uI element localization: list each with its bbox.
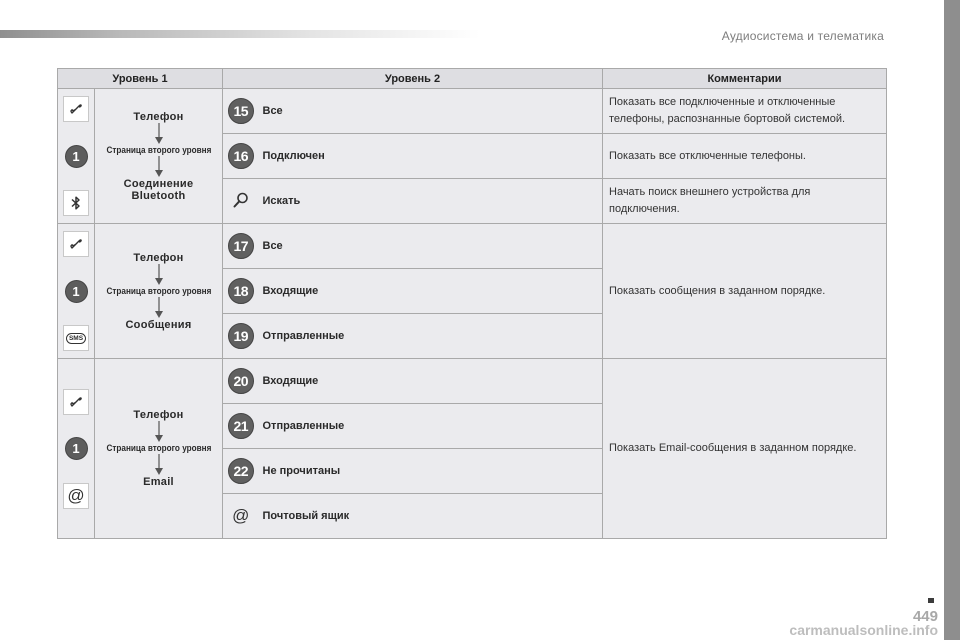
- option-label: Входящие: [259, 269, 603, 314]
- watermark: carmanualsonline.info: [789, 622, 938, 638]
- arrow-down-icon: [154, 123, 164, 145]
- option-label: Все: [259, 89, 603, 134]
- option-label: Почтовый ящик: [259, 494, 603, 539]
- table-header-row: [58, 69, 887, 89]
- option-icon-cell: [223, 494, 259, 539]
- side-strip: [944, 0, 960, 640]
- menu-second-level-page: Страница второго уровня: [106, 285, 211, 297]
- bluetooth-icon: [63, 190, 89, 216]
- option-badge: 16: [228, 143, 254, 169]
- section-title: Аудиосистема и телематика: [721, 29, 884, 43]
- option-badge-cell: [223, 314, 259, 359]
- mailbox-at-icon: @: [232, 506, 250, 525]
- menu-second-level-page: Страница второго уровня: [106, 443, 211, 454]
- option-comment: Начать поиск внешнего устройства для подключения.: [603, 179, 887, 224]
- sms-icon: SMS: [63, 325, 89, 351]
- option-label: Отправленные: [259, 404, 603, 449]
- arrow-down-icon: [154, 297, 164, 319]
- menu-bluetooth-connection: Соединение Bluetooth: [123, 177, 194, 202]
- option-badge-cell: [223, 134, 259, 179]
- option-badge-cell: [223, 449, 259, 494]
- option-badge: 18: [228, 278, 254, 304]
- table-row: [58, 224, 887, 269]
- level1-menu-cell: [95, 359, 223, 539]
- level1-badge: 1: [65, 437, 88, 460]
- option-badge-cell: [223, 359, 259, 404]
- arrow-down-icon: [154, 421, 164, 443]
- level1-badge: 1: [65, 280, 88, 303]
- email-at-icon: @: [63, 483, 89, 509]
- option-badge: 22: [228, 458, 254, 484]
- option-badge-cell: [223, 224, 259, 269]
- header-level2: Уровень 2: [223, 69, 603, 89]
- option-comment: Показать все отключенные телефоны.: [603, 134, 887, 179]
- phone-icon: [63, 96, 89, 122]
- menu-second-level-page: Страница второго уровня: [106, 144, 211, 156]
- level1-badge: 1: [65, 145, 88, 168]
- arrow-down-icon: [154, 454, 164, 476]
- level1-icons-cell: [58, 224, 95, 359]
- menu-messages: Сообщения: [125, 318, 192, 331]
- option-label: Все: [259, 224, 603, 269]
- phone-icon: [63, 389, 89, 415]
- option-comment: Показать все подключенные и отключенные телефоны, распознанные бортовой системой.: [603, 89, 887, 134]
- option-label: Не прочитаны: [259, 449, 603, 494]
- option-badge-cell: [223, 89, 259, 134]
- option-icon-cell: [223, 179, 259, 224]
- option-badge: 15: [228, 98, 254, 124]
- level1-menu-cell: [95, 224, 223, 359]
- menu-phone: Телефон: [133, 110, 184, 123]
- header-gradient-bar: [0, 30, 480, 38]
- table-row: [58, 89, 887, 134]
- menu-phone: Телефон: [133, 251, 184, 264]
- option-label: Подключен: [259, 134, 603, 179]
- menu-table: [57, 68, 887, 539]
- option-badge: 17: [228, 233, 254, 259]
- arrow-down-icon: [154, 264, 164, 286]
- option-label: Искать: [259, 179, 603, 224]
- header-level1: Уровень 1: [58, 69, 223, 89]
- level1-menu-cell: [95, 89, 223, 224]
- header-comments: Комментарии: [603, 69, 887, 89]
- phone-icon: [63, 231, 89, 257]
- arrow-down-icon: [154, 156, 164, 178]
- option-label: Входящие: [259, 359, 603, 404]
- option-badge: 20: [228, 368, 254, 394]
- menu-phone: Телефон: [133, 409, 184, 421]
- option-label: Отправленные: [259, 314, 603, 359]
- option-badge: 19: [228, 323, 254, 349]
- level1-icons-cell: [58, 359, 95, 539]
- option-comment: Показать сообщения в заданном порядке.: [603, 224, 887, 359]
- option-badge-cell: [223, 269, 259, 314]
- table-row: [58, 359, 887, 404]
- page-number: 449: [912, 608, 938, 625]
- level1-icons-cell: [58, 89, 95, 224]
- page-dot: [928, 598, 934, 603]
- option-badge: 21: [228, 413, 254, 439]
- search-icon: [232, 191, 250, 209]
- option-comment: Показать Email-сообщения в заданном порядке.: [603, 359, 887, 539]
- option-badge-cell: [223, 404, 259, 449]
- menu-email: Email: [143, 476, 174, 488]
